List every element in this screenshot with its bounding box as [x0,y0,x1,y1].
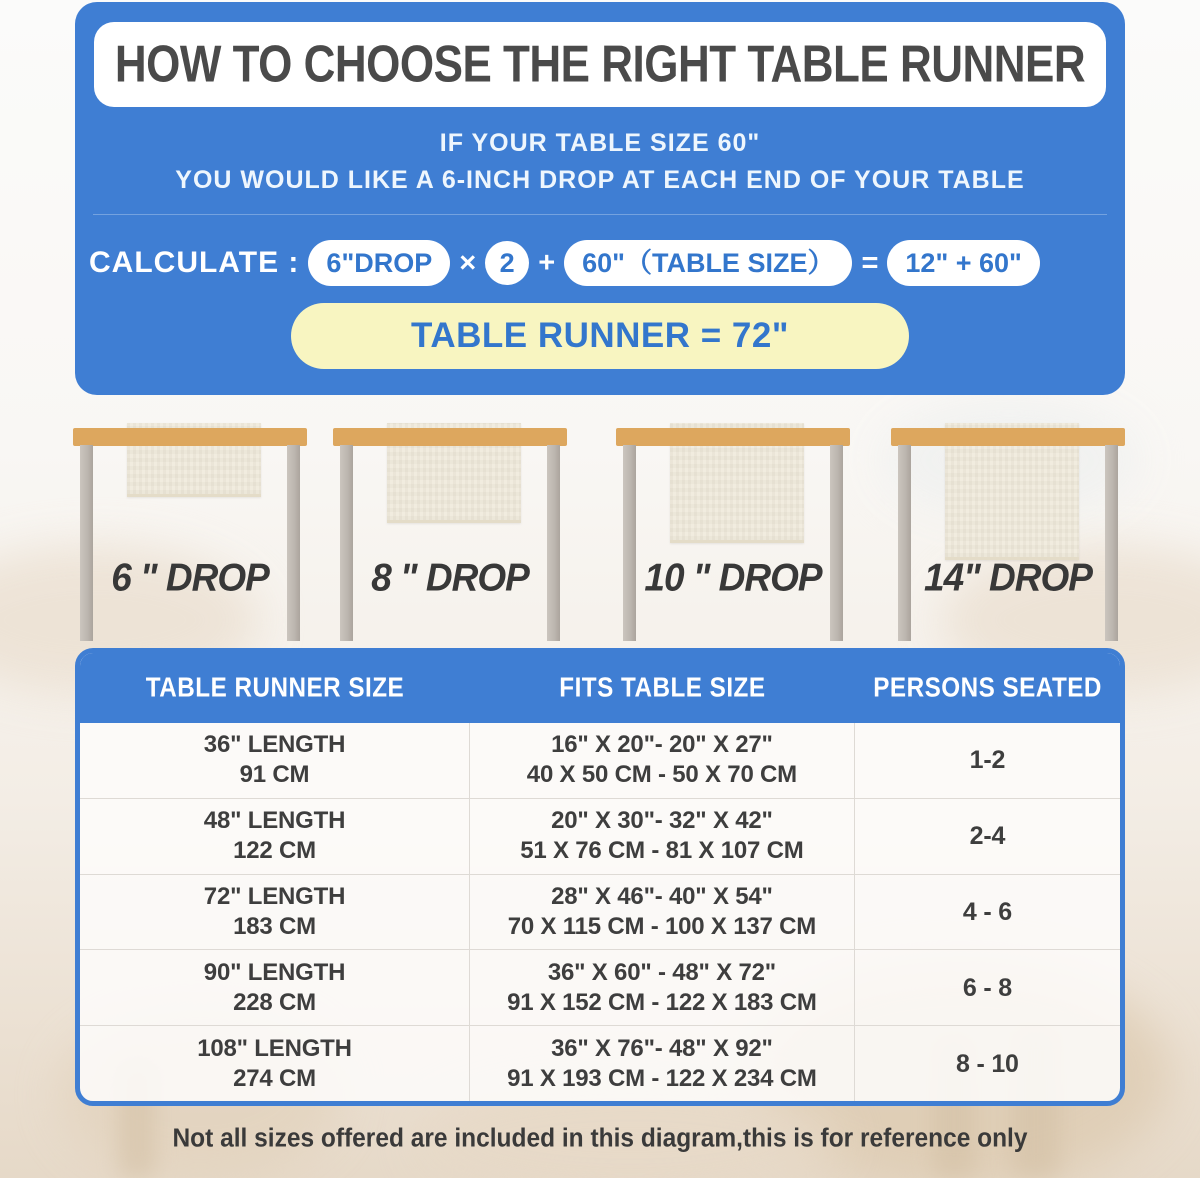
runner-size-inches: 48" LENGTH [203,807,346,835]
drop-figures-section [0,395,1200,648]
cell-persons: 1-2 [969,746,1006,775]
runner-size-inches: 108" LENGTH [197,1034,352,1062]
cell-fits-size [470,723,855,798]
cell-runner-size [80,723,470,798]
result-text: TABLE RUNNER = 72" [411,316,789,355]
runner-size-cm: 228 CM [233,988,316,1016]
table-figure-14-drop [891,395,1125,648]
title-banner [94,22,1106,107]
cell-runner-size [80,1026,470,1101]
cell-runner-size [80,875,470,950]
plus-operator: + [538,246,556,279]
table-leg-left [623,445,636,641]
runner-size-inches: 72" LENGTH [203,882,346,910]
calculate-label: CALCULATE : [89,246,300,279]
cell-fits-size [470,1026,855,1101]
size-table-header [80,653,1120,723]
fits-size-inches: 36" X 76"- 48" X 92" [551,1034,773,1062]
tabletop [616,428,850,446]
table-row [80,723,1120,798]
column-header-persons-seated: PERSONS SEATED [873,672,1102,703]
column-header-runner-size: TABLE RUNNER SIZE [145,672,405,703]
sum-pill: 12" + 60" [887,240,1039,286]
multiplier-badge: 2 [485,241,529,285]
fits-size-cm: 91 X 193 CM - 122 X 234 CM [507,1064,817,1092]
table-figure-8-drop [333,395,567,648]
table-leg-left [898,445,911,641]
drop-label: 6 " DROP [111,555,269,599]
cell-persons: 2-4 [969,822,1006,851]
footer-note: Not all sizes offered are included in this diagram,this is for reference only [172,1123,1028,1153]
table-row [80,874,1120,950]
tabletop [73,428,307,446]
fits-size-cm: 91 X 152 CM - 122 X 183 CM [507,988,817,1016]
table-row [80,1025,1120,1101]
page-title: HOW TO CHOOSE THE RIGHT TABLE RUNNER [114,35,1086,93]
cell-persons: 4 - 6 [962,897,1012,926]
drop-label: 10 " DROP [644,555,822,599]
cell-fits-size [470,875,855,950]
table-figure-6-drop [73,395,307,648]
size-table-panel [75,648,1125,1106]
table-leg-left [340,445,353,641]
hero-subtitle [75,125,1125,199]
table-figure-10-drop [616,395,850,648]
calculation-row [89,240,1125,286]
table-leg-right [830,445,843,641]
table-leg-left [80,445,93,641]
fits-size-inches: 16" X 20"- 20" X 27" [551,731,773,759]
times-operator: × [459,246,477,279]
fits-size-cm: 70 X 115 CM - 100 X 137 CM [507,912,817,940]
cell-runner-size [80,799,470,874]
runner-size-cm: 274 CM [233,1064,316,1092]
drop-value-pill: 6"DROP [308,240,450,286]
drop-label: 14" DROP [924,555,1092,599]
fits-size-cm: 40 X 50 CM - 50 X 70 CM [526,761,797,789]
cell-persons: 6 - 8 [962,973,1012,1002]
runner-size-cm: 122 CM [233,837,316,865]
drop-label: 8 " DROP [371,555,529,599]
cell-fits-size [470,799,855,874]
table-leg-right [1105,445,1118,641]
fits-size-inches: 20" X 30"- 32" X 42" [551,807,773,835]
table-leg-right [287,445,300,641]
column-header-fits-table-size: FITS TABLE SIZE [559,672,766,703]
fits-size-cm: 51 X 76 CM - 81 X 107 CM [520,837,804,865]
subtitle-line-2: YOU WOULD LIKE A 6-INCH DROP AT EACH END OF YOUR TABLE [175,166,1025,194]
cell-runner-size [80,950,470,1025]
fits-size-inches: 36" X 60" - 48" X 72" [547,958,776,986]
cell-persons: 8 - 10 [956,1049,1019,1078]
table-size-pill: 60"（TABLE SIZE） [564,240,852,286]
size-table-body [80,723,1120,1101]
table-leg-right [547,445,560,641]
hero-divider [93,214,1107,215]
table-row [80,798,1120,874]
tabletop [891,428,1125,446]
fits-size-inches: 28" X 46"- 40" X 54" [551,882,773,910]
subtitle-line-1: IF YOUR TABLE SIZE 60" [439,129,761,157]
tabletop [333,428,567,446]
result-pill [291,303,909,369]
runner-size-cm: 183 CM [233,912,316,940]
table-row [80,949,1120,1025]
runner-size-inches: 90" LENGTH [203,958,346,986]
runner-size-inches: 36" LENGTH [203,731,346,759]
cell-fits-size [470,950,855,1025]
equals-operator: = [861,246,879,279]
hero-panel [75,2,1125,395]
runner-size-cm: 91 CM [239,761,310,789]
